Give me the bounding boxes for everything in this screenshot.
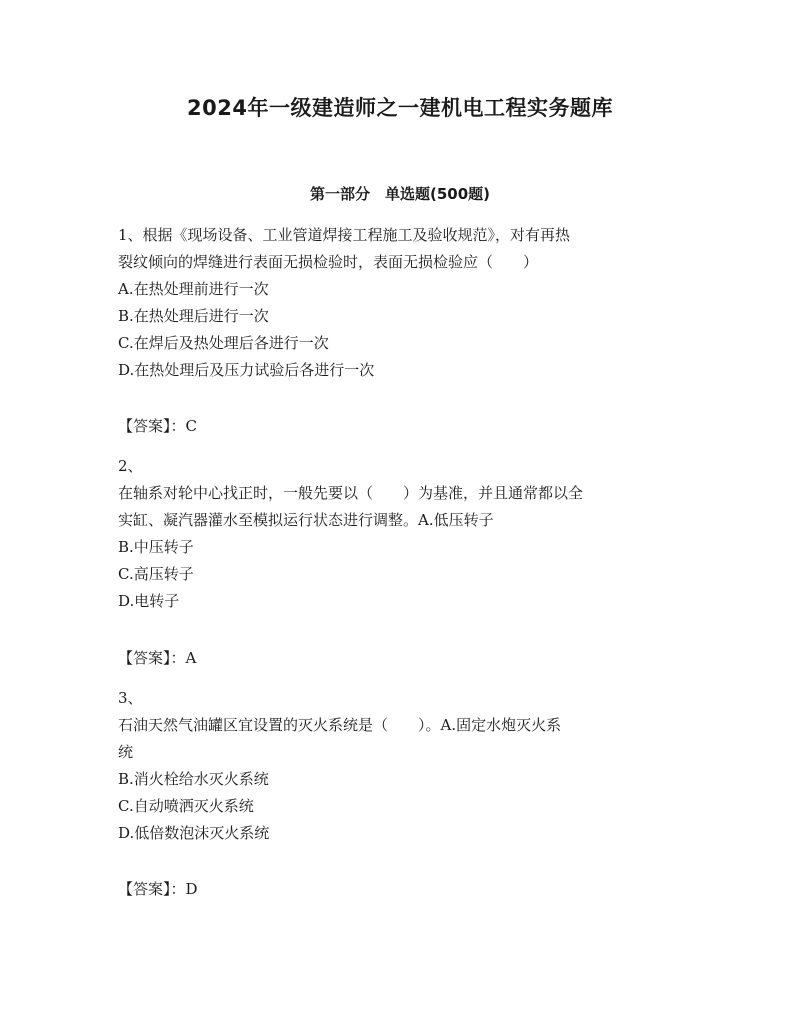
question-3-answer <box>118 876 684 903</box>
question-2-number: 2、 <box>118 457 143 475</box>
question-1-option-a: A.在热处理前进行一次 <box>118 280 269 298</box>
question-3-number: 3、 <box>118 689 143 707</box>
question-1-stem-line-1: 1、根据《现场设备、工业管道焊接工程施工及验收规范》，对有再热 <box>118 226 571 244</box>
question-3-option-b: B.消火栓给水灭火系统 <box>118 770 269 788</box>
document-title: 2024年一级建造师之一建机电工程实务题库 <box>187 96 613 120</box>
question-2-option-d: D.电转子 <box>118 592 180 610</box>
question-1-stem-line-2: 裂纹倾向的焊缝进行表面无损检验时，表面无损检验应（ ） <box>118 253 539 271</box>
question-1-option-c: C.在焊后及热处理后各进行一次 <box>118 334 329 352</box>
question-2-stem-line-2: 实缸、凝汽器灌水至模拟运行状态进行调整。A.低压转子 <box>118 511 494 529</box>
question-1 <box>118 222 684 384</box>
question-1-answer <box>118 413 684 440</box>
question-2-option-c: C.高压转子 <box>118 565 194 583</box>
question-3 <box>118 685 684 847</box>
answer-text: 【答案】：C <box>118 417 197 435</box>
question-3-option-d: D.低倍数泡沫灭火系统 <box>118 824 270 842</box>
answer-text: 【答案】：D <box>118 880 198 898</box>
question-3-stem-line-1: 石油天然气油罐区宜设置的灭火系统是（ ）。A.固定水炮灭火系 <box>118 716 562 734</box>
question-2 <box>118 453 684 615</box>
question-2-answer <box>118 645 684 672</box>
section-title: 第一部分 单选题(500题) <box>309 185 491 203</box>
question-2-stem-line-1: 在轴系对轮中心找正时，一般先要以（ ）为基准，并且通常都以全 <box>118 484 584 502</box>
question-3-stem-line-2: 统 <box>118 743 134 761</box>
question-2-option-b: B.中压转子 <box>118 538 194 556</box>
question-3-option-c: C.自动喷洒灭火系统 <box>118 797 254 815</box>
question-1-option-b: B.在热处理后进行一次 <box>118 307 269 325</box>
answer-text: 【答案】：A <box>118 649 197 667</box>
question-1-option-d: D.在热处理后及压力试验后各进行一次 <box>118 361 375 379</box>
